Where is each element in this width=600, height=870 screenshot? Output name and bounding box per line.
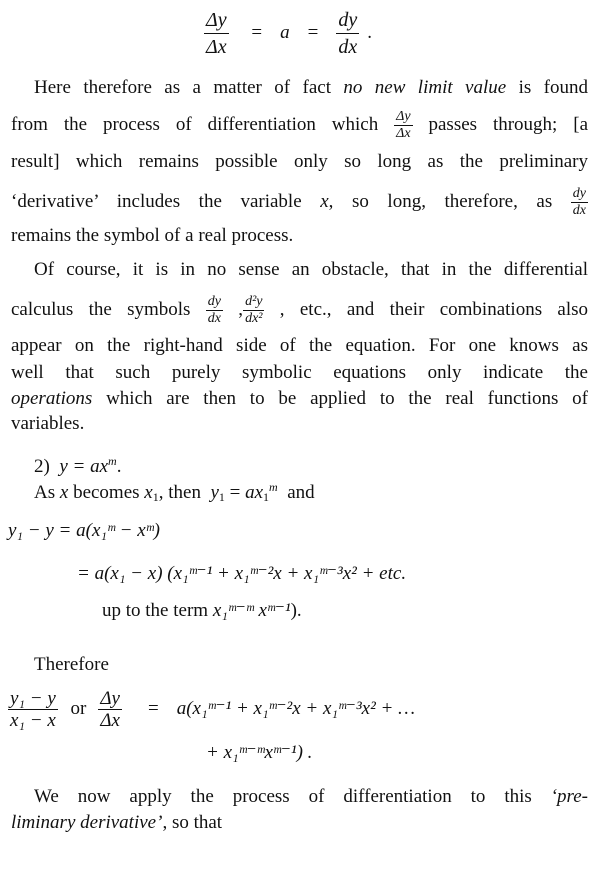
para1-line2 [11, 110, 588, 141]
text: becomes [68, 482, 145, 503]
emphasis-text: liminary derivative’ [11, 812, 163, 833]
equation-y-ax-m: y = ax [59, 456, 109, 477]
para1-line3 [11, 151, 588, 173]
fraction-dy-dx-inline [206, 295, 223, 326]
numerator: dy [338, 9, 358, 32]
therefore-equation-continued [206, 742, 312, 764]
variable-a: a [280, 22, 290, 43]
variable-x: x [320, 190, 329, 212]
text: well that such purely symbolic equations only indicate the [11, 362, 588, 383]
text: from the process of differentiation which [11, 113, 395, 135]
denominator: Δx [204, 33, 229, 57]
text: result] which remains possible only so long as the preliminary [11, 151, 588, 172]
case2-equation-line4 [77, 563, 406, 585]
emphasis-text: operations [11, 388, 93, 409]
text: ). [290, 600, 302, 621]
text: x₁ᵐ⁻ᵐ xᵐ⁻¹ [212, 600, 291, 621]
para2-line4 [11, 362, 588, 384]
equals-sign: = [307, 22, 319, 43]
therefore-equation [8, 685, 415, 733]
numerator: Δy [396, 109, 411, 124]
case2-equation-line3 [8, 520, 160, 542]
fraction-dy-dx-inline [571, 187, 588, 218]
denominator: dx [572, 203, 587, 218]
text: = a(x₁ − x) (x₁ᵐ⁻¹ + x₁ᵐ⁻²x + x₁ᵐ⁻³x² + etc. [77, 563, 407, 584]
fraction-delta-y-delta-x [204, 10, 229, 57]
denominator: Δx [100, 710, 120, 732]
text: 1 [218, 490, 225, 504]
text: variables. [11, 413, 85, 434]
text: Of course, it is in no sense an obstacle, that in the differential [34, 259, 588, 280]
text: passes through; [a [412, 113, 589, 135]
numerator: Δy [206, 9, 227, 32]
para2-line5 [11, 388, 588, 410]
para2-line6 [11, 413, 84, 435]
para2-line2 [11, 295, 588, 326]
fraction-dy-dx [336, 10, 359, 57]
text: ‘derivative’ includes the variable [11, 190, 321, 212]
text: 1 [152, 490, 159, 504]
or-word: or [70, 698, 87, 719]
case2-line5 [102, 600, 302, 622]
denominator: dx² [245, 311, 263, 326]
text: , then [158, 482, 206, 503]
text: , etc., and their combinations also [264, 298, 589, 320]
text: Here therefore as a matter of fact [34, 77, 344, 98]
numerator: dy [572, 186, 587, 201]
para1-line4 [11, 187, 588, 218]
fraction-d2y-dx2-inline [243, 295, 264, 326]
text: , so long, therefore, as [328, 190, 571, 212]
numerator: y₁ − y [10, 688, 56, 710]
case2-line2 [34, 479, 315, 504]
text: , so that [162, 812, 223, 833]
numerator: d²y [245, 294, 263, 309]
text: appear on the right-hand side of the equation. For one knows as [11, 335, 588, 356]
text: . [116, 456, 122, 477]
text: Therefore [34, 654, 109, 675]
text: m [269, 479, 278, 494]
equation-delta-y-over-delta-x [204, 8, 372, 58]
text: + x₁ᵐ⁻ᵐxᵐ⁻¹) . [206, 742, 313, 763]
right-hand-side: a(x₁ᵐ⁻¹ + x₁ᵐ⁻²x + x₁ᵐ⁻³x² + … [176, 698, 415, 719]
emphasis-text: ‘pre- [550, 786, 588, 807]
fraction-difference-quotient [8, 689, 58, 730]
fraction-delta-y-delta-x [98, 689, 122, 730]
case2-heading [34, 453, 122, 478]
equals-sign: = [147, 698, 159, 719]
text: , [222, 298, 244, 320]
text: 1 [263, 490, 270, 504]
text: x [144, 482, 153, 503]
numerator: dy [207, 294, 221, 309]
text: y [210, 482, 219, 503]
equals-sign: = [251, 22, 263, 43]
text: As [34, 482, 60, 503]
text: and [282, 482, 315, 503]
therefore-label [34, 654, 109, 676]
para3-line1 [34, 786, 588, 808]
case-number: 2) [34, 456, 50, 477]
period: . [367, 22, 372, 43]
text: ax [245, 482, 264, 503]
para3-line2 [11, 812, 222, 834]
text: y₁ − y = a(x₁ᵐ − xᵐ) [8, 520, 160, 541]
denominator: dx [336, 33, 359, 57]
para1-line5 [11, 225, 293, 247]
denominator: dx [207, 311, 221, 326]
denominator: Δx [396, 126, 411, 141]
denominator: x₁ − x [10, 710, 56, 732]
text: We now apply the process of differentiation to this [34, 786, 551, 807]
text: = [224, 482, 246, 503]
text: which are then to be applied to the real functions of [92, 388, 588, 409]
text: x [59, 482, 69, 503]
text: up to the term [102, 600, 213, 621]
fraction-delta-y-delta-x-inline [394, 110, 412, 141]
numerator: Δy [100, 688, 120, 710]
text: remains the symbol of a real process. [11, 225, 294, 246]
emphasis-text: no new limit value [343, 77, 507, 98]
exponent: m [108, 453, 117, 468]
para2-line3 [11, 335, 588, 357]
para1-line1 [34, 77, 588, 99]
para2-line1 [34, 259, 588, 281]
text: calculus the symbols [11, 298, 206, 320]
text: is found [506, 77, 588, 98]
